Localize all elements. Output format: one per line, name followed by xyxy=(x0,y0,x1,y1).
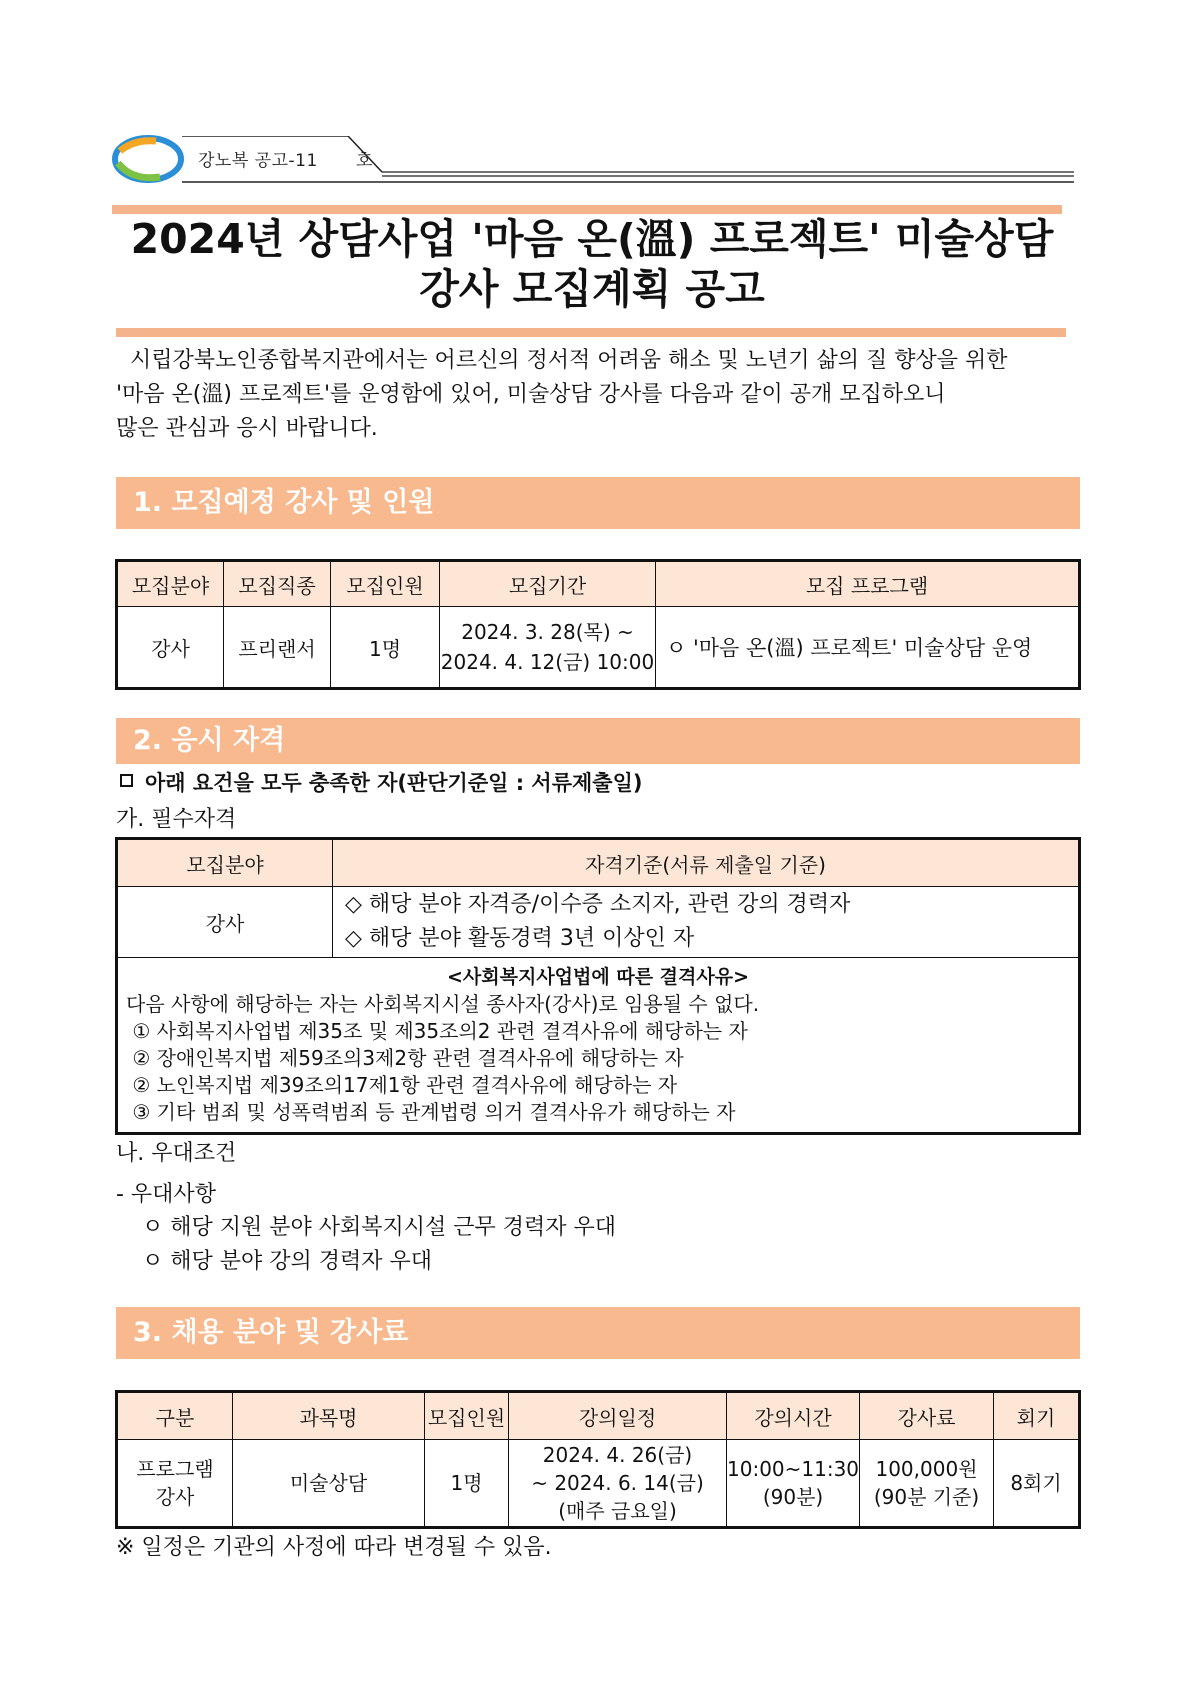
title-line-1: 2024년 상담사업 '마음 온(溫) 프로젝트' 미술상담 xyxy=(130,215,1054,263)
table-cell: 강사 xyxy=(117,607,224,689)
intro-paragraph xyxy=(116,344,1076,446)
subheading-preferred: 나. 우대조건 xyxy=(116,1141,237,1166)
table-cell: 1명 xyxy=(425,1440,509,1528)
table-cell xyxy=(509,1440,727,1528)
table-cell xyxy=(440,607,656,689)
disqualification-item: ② 장애인복지법 제59조의3제2항 관련 결격사유에 해당하는 자 xyxy=(126,1046,684,1070)
table-cell: 프리랜서 xyxy=(224,607,331,689)
schedule-line: 2024. 4. 26(금) xyxy=(542,1443,693,1467)
table-header: 모집분야 xyxy=(117,839,333,887)
title-top-bar xyxy=(112,205,1062,214)
schedule-line: ~ 2024. 6. 14(금) xyxy=(531,1471,704,1495)
table-row xyxy=(117,958,1080,1134)
table-cell: 미술상담 xyxy=(233,1440,425,1528)
intro-line: '마음 온(溫) 프로젝트'를 운영함에 있어, 미술상담 강사를 다음과 같이 공개 모집하오니 xyxy=(116,382,946,407)
table-header: 모집분야 xyxy=(117,561,224,607)
fee-line: 100,000원 xyxy=(875,1457,978,1481)
table-cell xyxy=(727,1440,860,1528)
table-header: 회기 xyxy=(994,1392,1080,1440)
title-line-2: 강사 모집계획 공고 xyxy=(419,265,765,313)
disqualification-item: ① 사회복지사업법 제35조 및 제35조의2 관련 결격사유에 해당하는 자 xyxy=(126,1019,748,1043)
category-line: 프로그램 xyxy=(136,1457,214,1481)
table-row xyxy=(117,607,1080,689)
table-row xyxy=(117,887,1080,958)
disqualification-intro: 다음 사항에 해당하는 자는 사회복지시설 종사자(강사)로 임용될 수 없다. xyxy=(126,992,760,1016)
criteria-item: ◇ 해당 분야 자격증/이수증 소지자, 관련 강의 경력자 xyxy=(345,892,851,917)
disqualification-cell xyxy=(117,958,1080,1134)
preference-heading: - 우대사항 xyxy=(116,1182,216,1207)
table-header: 모집 프로그램 xyxy=(656,561,1080,607)
preference-item: ㅇ 해당 분야 강의 경력자 우대 xyxy=(142,1249,432,1274)
period-line: 2024. 4. 12(금) 10:00 xyxy=(440,650,655,674)
section-3-heading: 3. 채용 분야 및 강사료 xyxy=(116,1307,1080,1359)
section-2-heading: 2. 응시 자격 xyxy=(116,718,1080,764)
square-bullet-icon xyxy=(120,774,133,787)
table-cell xyxy=(860,1440,994,1528)
page-title xyxy=(112,214,1072,314)
table-cell xyxy=(117,1440,233,1528)
criteria-item: ◇ 해당 분야 활동경력 3년 이상인 자 xyxy=(345,926,695,951)
table-cell xyxy=(333,887,1080,958)
table-cell: 8회기 xyxy=(994,1440,1080,1528)
table-header: 구분 xyxy=(117,1392,233,1440)
table-cell: 강사 xyxy=(117,887,333,958)
title-bottom-bar xyxy=(116,328,1066,337)
period-line: 2024. 3. 28(목) ~ xyxy=(461,620,634,644)
disqualification-item: ③ 기타 범죄 및 성폭력범죄 등 관계법령 의거 결격사유가 해당하는 자 xyxy=(126,1100,736,1124)
subheading-required: 가. 필수자격 xyxy=(116,807,237,832)
table-cell: 1명 xyxy=(331,607,440,689)
table-header: 과목명 xyxy=(233,1392,425,1440)
table-header: 모집기간 xyxy=(440,561,656,607)
schedule-line: (매주 금요일) xyxy=(558,1499,677,1523)
fee-table xyxy=(115,1390,1081,1529)
table-header: 모집인원 xyxy=(425,1392,509,1440)
table-header: 강사료 xyxy=(860,1392,994,1440)
category-line: 강사 xyxy=(155,1485,195,1509)
table-header: 모집인원 xyxy=(331,561,440,607)
recruitment-table xyxy=(115,559,1081,690)
intro-line: 시립강북노인종합복지관에서는 어르신의 정서적 어려움 해소 및 노년기 삶의 질 향상을 위한 xyxy=(116,348,1008,373)
schedule-note: ※ 일정은 기관의 사정에 따라 변경될 수 있음. xyxy=(116,1535,552,1560)
table-header: 자격기준(서류 제출일 기준) xyxy=(333,839,1080,887)
table-cell xyxy=(656,607,1080,689)
section-1-heading: 1. 모집예정 강사 및 인원 xyxy=(116,477,1080,529)
fee-line: (90분 기준) xyxy=(873,1485,980,1509)
preference-item: ㅇ 해당 지원 분야 사회복지시설 근무 경력자 우대 xyxy=(142,1215,616,1240)
time-line: (90분) xyxy=(762,1485,824,1509)
program-text: ㅇ '마음 온(溫) 프로젝트' 미술상담 운영 xyxy=(666,636,1033,660)
disqualification-item: ② 노인복지법 제39조의17제1항 관련 결격사유에 해당하는 자 xyxy=(126,1073,678,1097)
table-header: 강의시간 xyxy=(727,1392,860,1440)
notice-number: 강노복 공고-11 xyxy=(198,151,318,171)
time-line: 10:00~11:30 xyxy=(727,1457,860,1481)
disqualification-title: <사회복지사업법에 따른 결격사유> xyxy=(446,966,750,988)
requirement-text: 아래 요건을 모두 충족한 자(판단기준일 : 서류제출일) xyxy=(145,771,643,795)
organization-logo xyxy=(112,133,184,185)
table-row xyxy=(117,1440,1080,1528)
qualification-table xyxy=(115,837,1081,1135)
requirement-statement xyxy=(120,767,642,797)
table-header: 강의일정 xyxy=(509,1392,727,1440)
table-header: 모집직종 xyxy=(224,561,331,607)
notice-suffix: 호 xyxy=(356,151,373,171)
intro-line: 많은 관심과 응시 바랍니다. xyxy=(116,416,378,441)
